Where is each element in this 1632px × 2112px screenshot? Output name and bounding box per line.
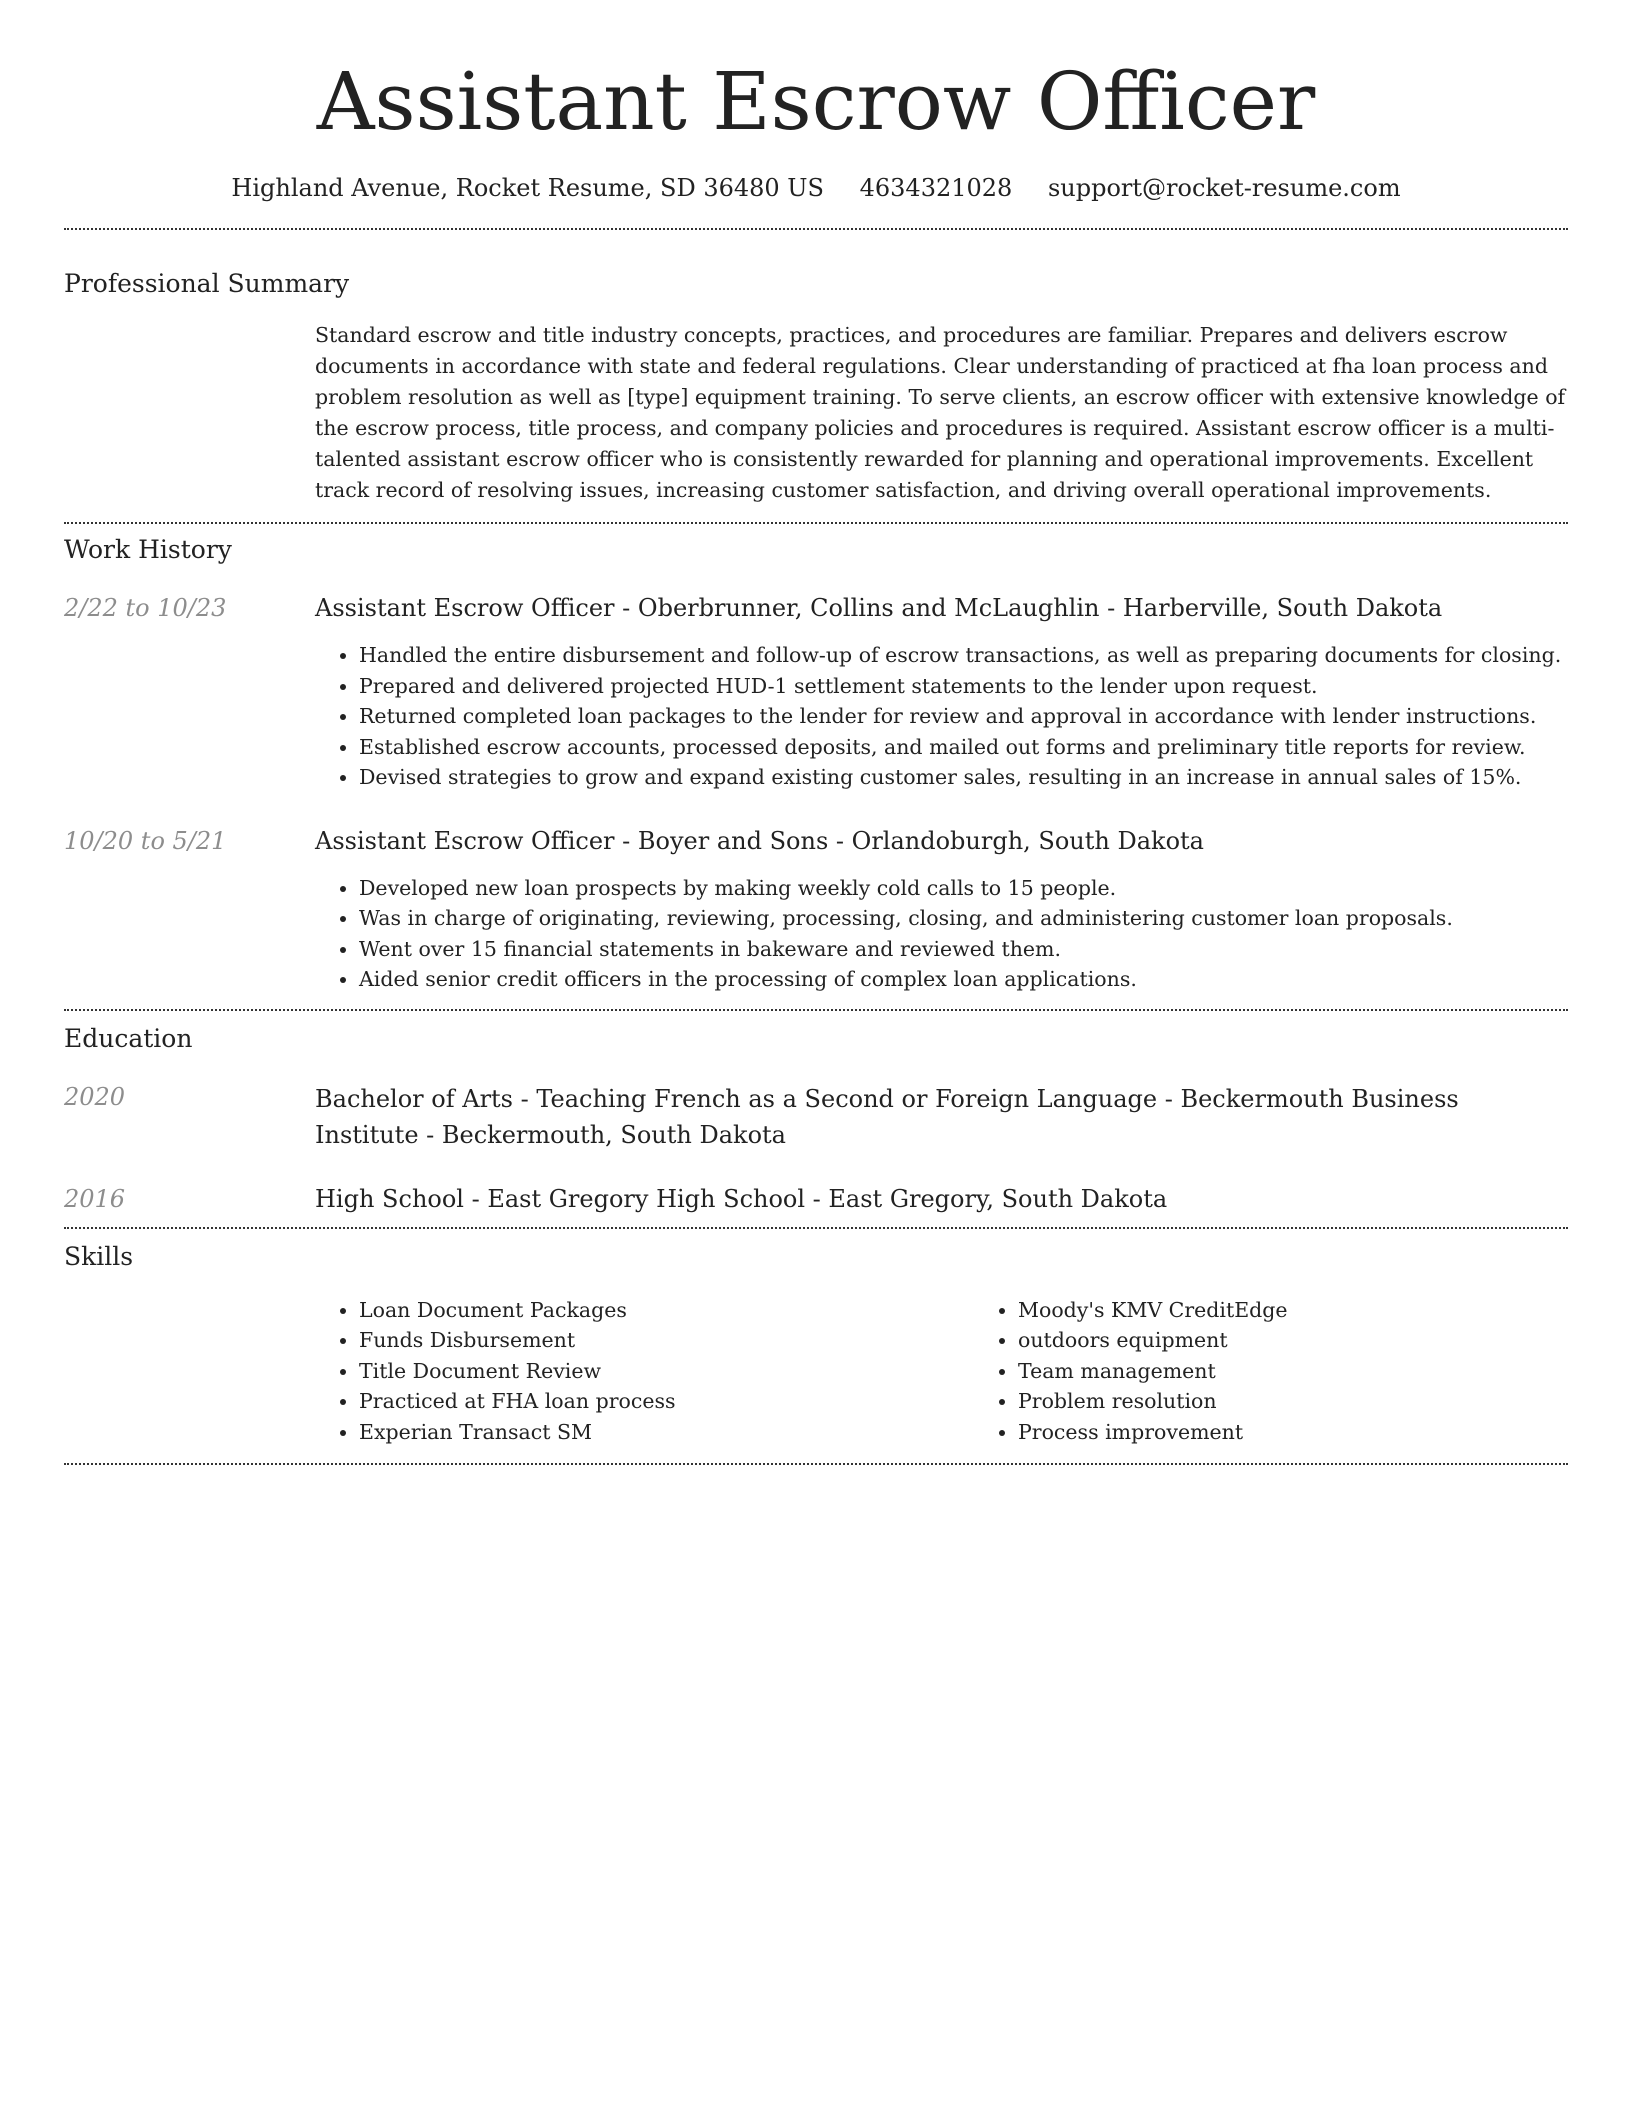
work-section bbox=[64, 534, 1568, 995]
job-bullets bbox=[315, 640, 1568, 793]
education-details: - East Gregory High School - East Gregory, South Dakota bbox=[463, 1184, 1168, 1213]
skills-section bbox=[64, 1241, 1568, 1448]
contact-address: Highland Avenue, Rocket Resume, SD 36480 US bbox=[231, 174, 824, 202]
list-item: • Established escrow accounts, processed deposits, and mailed out forms and preliminary title reports for review. bbox=[359, 732, 1568, 763]
list-item: • Developed new loan prospects by making weekly cold calls to 15 people. bbox=[359, 873, 1568, 904]
job-heading bbox=[315, 592, 1568, 624]
skill-item: • Problem resolution bbox=[1018, 1386, 1632, 1417]
job-role: Assistant Escrow Officer bbox=[315, 594, 615, 622]
education-entry bbox=[64, 1183, 1568, 1215]
list-item: • Aided senior credit officers in the processing of complex loan applications. bbox=[359, 964, 1568, 995]
list-item: • Handled the entire disbursement and follow-up of escrow transactions, as well as preparing documents for closing. bbox=[359, 640, 1568, 671]
divider bbox=[64, 1009, 1568, 1011]
skill-item: • Funds Disbursement bbox=[359, 1325, 974, 1356]
job-details: - Oberbrunner, Collins and McLaughlin - Harberville, South Dakota bbox=[614, 594, 1443, 622]
list-item: • Was in charge of originating, reviewing, processing, closing, and administering customer loan proposals. bbox=[359, 903, 1568, 934]
skill-item: • Process improvement bbox=[1018, 1417, 1632, 1448]
contact-phone: 4634321028 bbox=[859, 174, 1013, 202]
divider bbox=[64, 522, 1568, 524]
divider bbox=[64, 228, 1568, 230]
skills-list-left bbox=[315, 1295, 974, 1448]
education-section bbox=[64, 1023, 1568, 1215]
education-heading bbox=[315, 1183, 1568, 1215]
section-title-education: Education bbox=[64, 1023, 193, 1053]
job-bullets bbox=[315, 873, 1568, 995]
list-item: • Prepared and delivered projected HUD-1 settlement statements to the lender upon request. bbox=[359, 671, 1568, 702]
divider bbox=[64, 1463, 1568, 1465]
skill-item: • outdoors equipment bbox=[1018, 1325, 1632, 1356]
job-entry bbox=[64, 592, 1568, 793]
job-entry bbox=[64, 825, 1568, 995]
education-year: 2020 bbox=[64, 1082, 126, 1111]
skills-columns bbox=[315, 1295, 1632, 1448]
section-title-work: Work History bbox=[64, 535, 232, 564]
skill-item: • Experian Transact SM bbox=[359, 1417, 974, 1448]
contact-email: support@rocket-resume.com bbox=[1047, 174, 1401, 202]
job-heading bbox=[315, 825, 1568, 857]
job-dates: 2/22 to 10/23 bbox=[64, 594, 227, 622]
summary-text: Standard escrow and title industry concepts, practices, and procedures are familiar. Prepares and delivers escrow documents in accordance with state and federal regulations. Clear understanding of practiced at fha loan process and problem resolution as well as [type] equipment training. To serve clients, an escrow officer with extensive knowledge of the escrow process, title process, and company policies and procedures is required. Assistant escrow officer is a multi-talented assistant escrow officer who is consistently rewarded for planning and operational improvements. Excellent track record of resolving issues, increasing customer satisfaction, and driving overall operational improvements. bbox=[315, 323, 1566, 502]
education-entry bbox=[64, 1081, 1568, 1153]
contact-line bbox=[64, 172, 1568, 204]
job-role: Assistant Escrow Officer bbox=[315, 826, 615, 855]
job-dates: 10/20 to 5/21 bbox=[64, 826, 227, 855]
skill-item: • Loan Document Packages bbox=[359, 1295, 974, 1326]
education-heading bbox=[315, 1081, 1568, 1153]
candidate-name: Assistant Escrow Officer bbox=[316, 55, 1316, 148]
education-year: 2016 bbox=[64, 1184, 126, 1213]
divider bbox=[64, 1227, 1568, 1229]
skill-item: • Team management bbox=[1018, 1356, 1632, 1387]
skills-list-right bbox=[974, 1295, 1632, 1448]
education-degree: Bachelor of Arts - Teaching French as a Second or Foreign Language bbox=[315, 1084, 1158, 1113]
resume-page bbox=[64, 0, 1568, 1465]
section-title-skills: Skills bbox=[64, 1241, 134, 1271]
skill-item: • Practiced at FHA loan process bbox=[359, 1386, 974, 1417]
education-degree: High School bbox=[315, 1184, 464, 1213]
section-title-summary: Professional Summary bbox=[64, 269, 350, 298]
skill-item: • Moody's KMV CreditEdge bbox=[1018, 1295, 1632, 1326]
education-details: - Beckermouth Business Institute - Beckermouth, South Dakota bbox=[315, 1084, 1459, 1149]
list-item: • Devised strategies to grow and expand existing customer sales, resulting in an increase in annual sales of 15%. bbox=[359, 762, 1568, 793]
summary-section bbox=[64, 268, 1568, 506]
job-details: - Boyer and Sons - Orlandoburgh, South Dakota bbox=[614, 826, 1204, 855]
list-item: • Went over 15 financial statements in bakeware and reviewed them. bbox=[359, 934, 1568, 965]
skill-item: • Title Document Review bbox=[359, 1356, 974, 1387]
list-item: • Returned completed loan packages to the lender for review and approval in accordance with lender instructions. bbox=[359, 701, 1568, 732]
